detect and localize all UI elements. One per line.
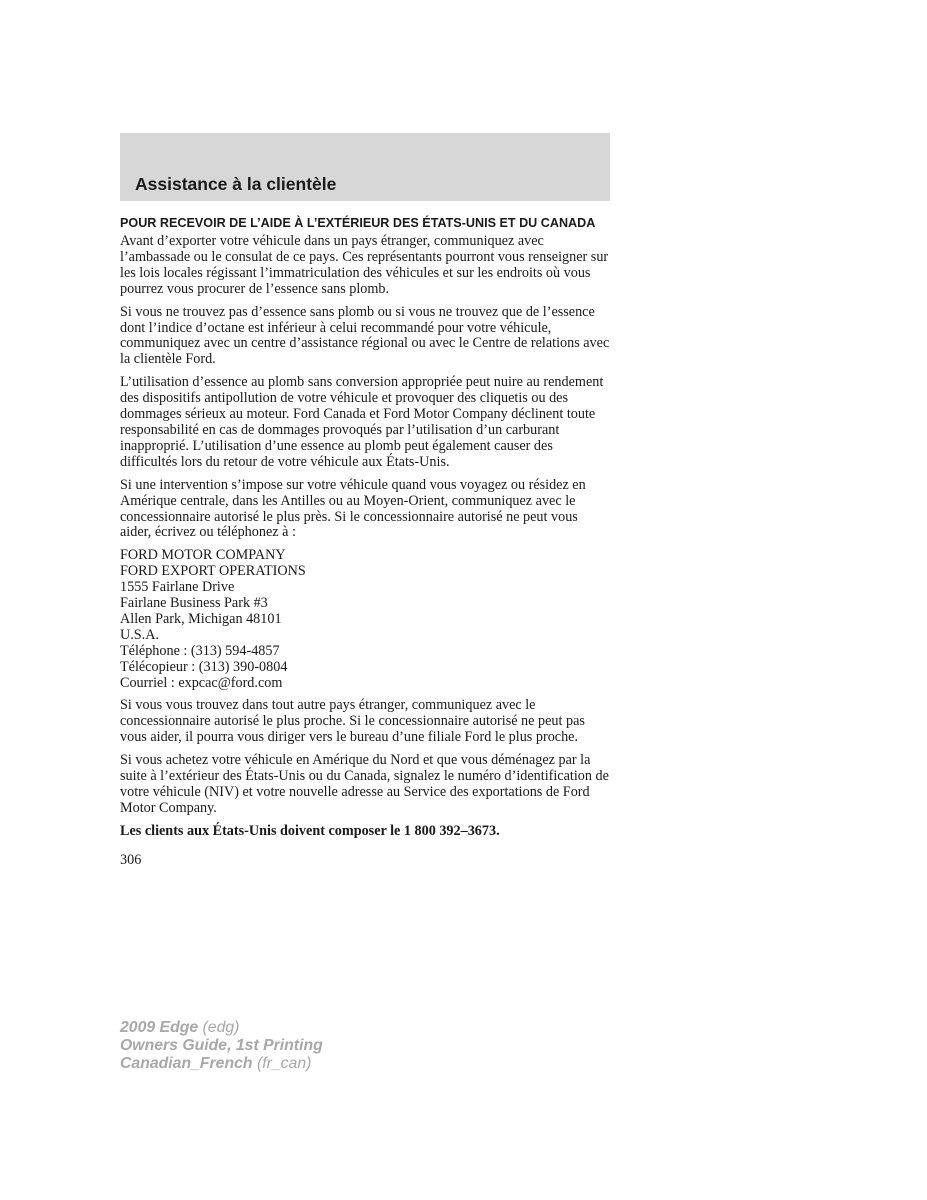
address-line-country: U.S.A. — [120, 626, 160, 643]
section-heading: POUR RECEVOIR DE L’AIDE À L’EXTÉRIEUR DES ÉTATS-UNIS ET DU CANADA — [120, 216, 596, 230]
page-title: Assistance à la clientèle — [135, 174, 337, 194]
footer-line-model — [120, 1019, 323, 1037]
footer-language-code: (fr_can) — [256, 1055, 312, 1072]
paragraph-export-advice: Avant d’exporter votre véhicule dans un pays étranger, communiquez avec l’ambassade ou le consulat de ce pays. Ces représentants pourront vous renseigner sur les lois locales régissant l’immatriculation des véhicules et sur les endroits où vous pourrez vous procurer de l’essence sans plomb. — [120, 233, 609, 297]
address-line-city: Allen Park, Michigan 48101 — [120, 610, 282, 627]
address-line-phone: Téléphone : (313) 594-4857 — [120, 642, 280, 659]
address-line-street: 1555 Fairlane Drive — [120, 579, 235, 596]
print-footer — [120, 1019, 323, 1073]
paragraph-service-abroad: Si une intervention s’impose sur votre véhicule quand vous voyagez ou résidez en Amérique centrale, dans les Antilles ou au Moyen-Orient, communiquez avec le concessionnaire autorisé le plus près. Si le concessionnaire autorisé ne peut vous aider, écrivez ou téléphonez à : — [120, 476, 586, 541]
us-customers-phone-note: Les clients aux États-Unis doivent composer le 1 800 392–3673. — [120, 822, 500, 839]
paragraph-other-countries: Si vous vous trouvez dans tout autre pays étranger, communiquez avec le concessionnaire autorisé le plus proche. Si le concessionnaire autorisé ne peut pas vous aider, il pourra vous diriger vers le bureau d’une filiale Ford le plus proche. — [120, 697, 585, 746]
address-line-park: Fairlane Business Park #3 — [120, 595, 268, 612]
address-line-email: Courriel : expcac@ford.com — [120, 674, 283, 691]
footer-language: Canadian_French — [120, 1055, 253, 1072]
page-number: 306 — [120, 851, 142, 868]
address-line-fax: Télécopieur : (313) 390-0804 — [120, 658, 288, 675]
footer-line-guide — [120, 1037, 323, 1055]
contact-address-block — [120, 548, 612, 691]
paragraph-leaded-fuel: L’utilisation d’essence au plomb sans conversion appropriée peut nuire au rendement des dispositifs antipollution de votre véhicule et provoquer des cliquetis ou des dommages sérieux au moteur. Ford Canada et Ford Motor Company déclinent toute responsabilité en cas de dommages provoqués par l’utilisation d’un carburant inapproprié. L’utilisation d’une essence au plomb peut également causer des difficultés lors du retour de votre véhicule aux États-Unis. — [120, 374, 604, 470]
address-line-department: FORD EXPORT OPERATIONS — [120, 563, 306, 580]
section-header-band — [120, 133, 610, 201]
paragraph-relocation: Si vous achetez votre véhicule en Amérique du Nord et que vous déménagez par la suite à l’extérieur des États-Unis ou du Canada, signalez le numéro d’identification de votre véhicule (NIV) et votre nouvelle adresse au Service des exportations de Ford Motor Company. — [120, 752, 609, 816]
footer-line-language — [120, 1055, 323, 1073]
main-content — [120, 216, 612, 868]
footer-guide: Owners Guide, 1st Printing — [120, 1037, 323, 1054]
footer-model-code: (edg) — [202, 1019, 240, 1036]
paragraph-unleaded-fuel: Si vous ne trouvez pas d’essence sans plomb ou si vous ne trouvez que de l’essence dont l’indice d’octane est inférieur à celui recommandé pour votre véhicule, communiquez avec un centre d’assistance régional ou avec le Centre de relations avec la clientèle Ford. — [120, 303, 610, 368]
footer-model: 2009 Edge — [120, 1019, 199, 1036]
address-line-company: FORD MOTOR COMPANY — [120, 547, 286, 564]
